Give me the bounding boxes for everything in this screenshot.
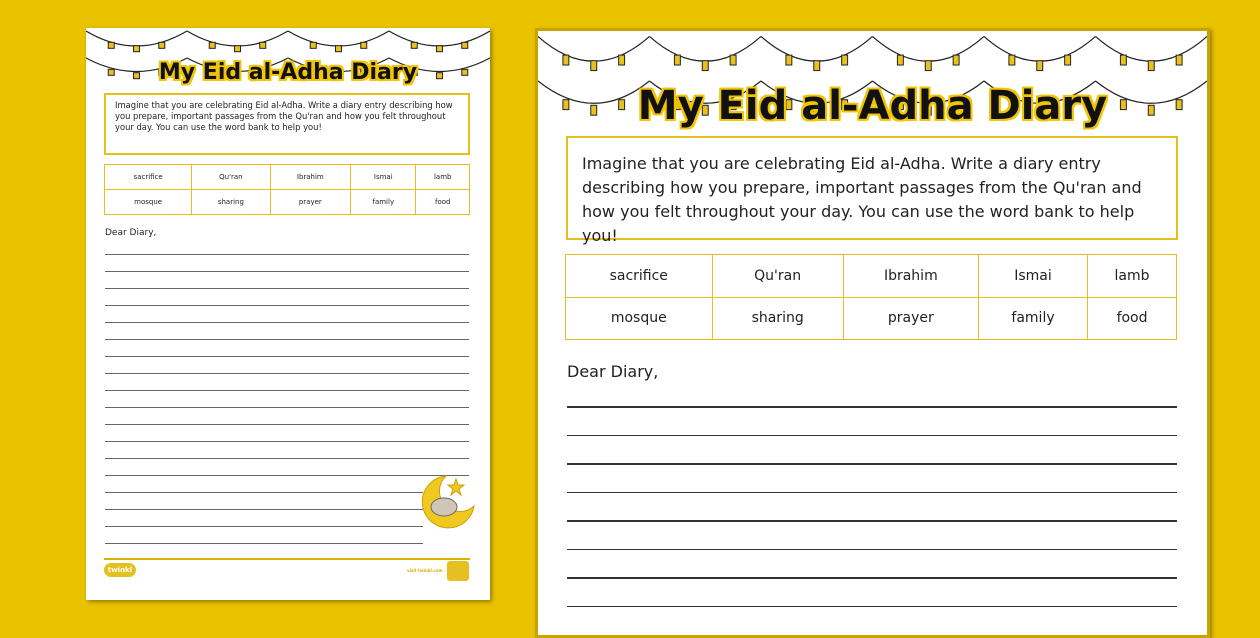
footer-url: visit twinkl.com bbox=[407, 568, 443, 573]
writing-line bbox=[567, 520, 1177, 522]
writing-line bbox=[567, 549, 1177, 551]
word-bank-cell: Ibrahim bbox=[270, 165, 351, 190]
twinkl-logo: twinkl bbox=[104, 563, 136, 577]
word-bank-cell: family bbox=[351, 190, 416, 215]
word-bank-cell: sacrifice bbox=[566, 255, 713, 298]
writing-line bbox=[105, 254, 469, 255]
moon-sheep-icon bbox=[416, 471, 478, 533]
word-bank-cell: Qu'ran bbox=[712, 255, 843, 298]
word-bank-cell: sacrifice bbox=[105, 165, 192, 190]
page-title: My Eid al-Adha Diary bbox=[637, 83, 1108, 129]
writing-line bbox=[105, 441, 469, 442]
writing-line bbox=[105, 322, 469, 323]
twinkl-badge bbox=[447, 561, 469, 581]
worksheet-thumbnail bbox=[86, 28, 490, 600]
word-bank-cell: prayer bbox=[270, 190, 351, 215]
word-bank-cell: prayer bbox=[843, 297, 978, 340]
writing-line bbox=[105, 407, 469, 408]
writing-line bbox=[105, 458, 469, 459]
word-bank bbox=[104, 164, 470, 215]
writing-line bbox=[567, 606, 1177, 608]
writing-line bbox=[567, 577, 1177, 579]
writing-line bbox=[105, 305, 469, 306]
word-bank bbox=[565, 254, 1177, 340]
writing-line bbox=[105, 492, 423, 493]
word-bank-cell: family bbox=[978, 297, 1087, 340]
writing-line bbox=[567, 492, 1177, 494]
word-bank-row bbox=[566, 297, 1177, 340]
writing-line bbox=[105, 509, 423, 510]
word-bank-cell: Ibrahim bbox=[843, 255, 978, 298]
word-bank-cell: food bbox=[1088, 297, 1177, 340]
word-bank-row bbox=[105, 190, 470, 215]
word-bank-row bbox=[566, 255, 1177, 298]
writing-line bbox=[105, 339, 469, 340]
word-bank-cell: mosque bbox=[105, 190, 192, 215]
writing-line bbox=[105, 424, 469, 425]
word-bank-cell: mosque bbox=[566, 297, 713, 340]
greeting: Dear Diary, bbox=[105, 228, 157, 238]
writing-line bbox=[567, 463, 1177, 465]
page-title: My Eid al-Adha Diary bbox=[158, 60, 418, 85]
writing-line bbox=[567, 406, 1177, 408]
writing-line bbox=[567, 435, 1177, 437]
word-bank-cell: Ismai bbox=[351, 165, 416, 190]
prompt-box: Imagine that you are celebrating Eid al-Adha. Write a diary entry describing how you prepare, important passages from the Qu'ran and how you felt throughout your day. You can use the word bank to help you! bbox=[566, 136, 1178, 240]
writing-line bbox=[105, 526, 423, 527]
word-bank-cell: lamb bbox=[416, 165, 470, 190]
writing-line bbox=[105, 373, 469, 374]
word-bank-cell: Ismai bbox=[978, 255, 1087, 298]
writing-line bbox=[105, 271, 469, 272]
writing-line bbox=[105, 390, 469, 391]
word-bank-cell: sharing bbox=[192, 190, 270, 215]
word-bank-cell: sharing bbox=[712, 297, 843, 340]
word-bank-row bbox=[105, 165, 470, 190]
greeting: Dear Diary, bbox=[567, 362, 659, 381]
word-bank-cell: lamb bbox=[1088, 255, 1177, 298]
writing-line bbox=[105, 475, 469, 476]
prompt-box: Imagine that you are celebrating Eid al-Adha. Write a diary entry describing how you prepare, important passages from the Qu'ran and how you felt throughout your day. You can use the word bank to help you! bbox=[104, 93, 470, 155]
word-bank-cell: food bbox=[416, 190, 470, 215]
worksheet-preview bbox=[535, 28, 1210, 638]
writing-line bbox=[105, 356, 469, 357]
word-bank-cell: Qu'ran bbox=[192, 165, 270, 190]
writing-line bbox=[105, 543, 423, 544]
writing-line bbox=[105, 288, 469, 289]
